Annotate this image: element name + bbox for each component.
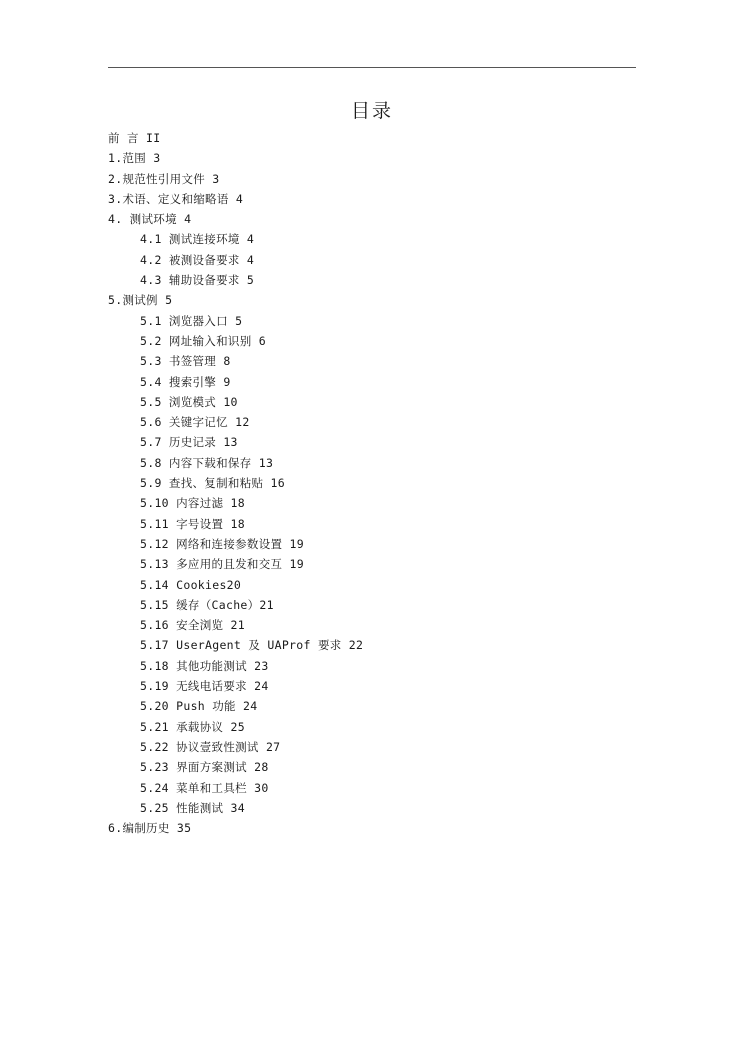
toc-subentry[interactable]	[108, 270, 628, 290]
toc-entry-text: 5.7 历史记录 13	[140, 435, 238, 450]
toc-entry-text: 5.2 网址输入和识别 6	[140, 333, 266, 348]
header-rule	[108, 67, 636, 68]
toc-subentry[interactable]	[108, 656, 628, 676]
toc-subentry[interactable]	[108, 757, 628, 777]
toc-entry-text: 6.编制历史 35	[108, 821, 192, 836]
toc-subentry[interactable]	[108, 534, 628, 554]
toc-subentry[interactable]	[108, 432, 628, 452]
toc-subentry[interactable]	[108, 311, 628, 331]
toc-entry[interactable]	[108, 209, 628, 229]
toc-entry-text: 5.测试例 5	[108, 293, 173, 308]
toc-subentry[interactable]	[108, 473, 628, 493]
toc-entry-text: 5.23 界面方案测试 28	[140, 760, 269, 775]
toc-subentry[interactable]	[108, 615, 628, 635]
toc-entry-text: 5.11 字号设置 18	[140, 516, 245, 531]
toc-entry-text: 5.22 协议壹致性测试 27	[140, 739, 281, 754]
toc-entry-text: 5.20 Push 功能 24	[140, 699, 258, 714]
toc-entry[interactable]	[108, 169, 628, 189]
toc-subentry[interactable]	[108, 514, 628, 534]
toc-entry-text: 前 言 II	[108, 131, 161, 145]
toc-subentry[interactable]	[108, 798, 628, 818]
toc-entry-text: 5.16 安全浏览 21	[140, 618, 245, 633]
toc-entry-text: 5.25 性能测试 34	[140, 800, 245, 815]
toc-subentry[interactable]	[108, 575, 628, 595]
toc-entry-text: 4.2 被测设备要求 4	[140, 252, 255, 267]
toc-subentry[interactable]	[108, 331, 628, 351]
toc-entry-text: 4.3 辅助设备要求 5	[140, 273, 255, 288]
toc-entry[interactable]	[108, 290, 628, 310]
toc-entry-text: 5.13 多应用的且发和交互 19	[140, 557, 304, 572]
toc-entry-text: 5.24 菜单和工具栏 30	[140, 780, 269, 795]
toc-entry-text: 3.术语、定义和缩略语 4	[108, 191, 244, 206]
toc-entry[interactable]	[108, 128, 628, 148]
toc-entry-text: 5.3 书签管理 8	[140, 354, 231, 369]
toc-subentry[interactable]	[108, 372, 628, 392]
toc-subentry[interactable]	[108, 635, 628, 655]
toc-entry-text: 5.8 内容下载和保存 13	[140, 455, 274, 470]
toc-entry-text: 5.17 UserAgent 及 UAProf 要求 22	[140, 638, 364, 653]
toc-subentry[interactable]	[108, 717, 628, 737]
toc-entry-text: 5.6 关键字记忆 12	[140, 415, 250, 430]
toc-subentry[interactable]	[108, 392, 628, 412]
toc-subentry[interactable]	[108, 493, 628, 513]
toc-entry[interactable]	[108, 189, 628, 209]
toc-entry-text: 5.18 其他功能测试 23	[140, 658, 269, 673]
toc-entry-text: 5.1 浏览器入口 5	[140, 313, 243, 328]
toc-subentry[interactable]	[108, 696, 628, 716]
toc-entry-text: 2.规范性引用文件 3	[108, 171, 220, 186]
toc-entry-text: 5.14 Cookies20	[140, 577, 242, 592]
toc-subentry[interactable]	[108, 595, 628, 615]
toc-entry-text: 5.10 内容过滤 18	[140, 496, 245, 511]
toc-entry-text: 5.15 缓存（Cache）21	[140, 597, 274, 612]
toc-entry-text: 1.范围 3	[108, 151, 161, 166]
toc-subentry[interactable]	[108, 554, 628, 574]
toc-subentry[interactable]	[108, 412, 628, 432]
toc-subentry[interactable]	[108, 229, 628, 249]
toc-entry-text: 5.9 查找、复制和粘贴 16	[140, 476, 285, 491]
toc-entry-text: 5.12 网络和连接参数设置 19	[140, 536, 304, 551]
toc-entry[interactable]	[108, 818, 628, 838]
table-of-contents	[108, 128, 628, 838]
toc-entry-text: 4. 测试环境 4	[108, 212, 192, 227]
toc-entry-text: 5.21 承载协议 25	[140, 719, 245, 734]
toc-entry-text: 5.4 搜索引擎 9	[140, 374, 231, 389]
toc-subentry[interactable]	[108, 737, 628, 757]
toc-entry[interactable]	[108, 148, 628, 168]
toc-subentry[interactable]	[108, 778, 628, 798]
toc-subentry[interactable]	[108, 351, 628, 371]
toc-entry-text: 5.5 浏览模式 10	[140, 394, 238, 409]
toc-subentry[interactable]	[108, 676, 628, 696]
toc-title: 目录	[350, 100, 393, 122]
toc-entry-text: 4.1 测试连接环境 4	[140, 232, 255, 247]
toc-subentry[interactable]	[108, 453, 628, 473]
toc-subentry[interactable]	[108, 250, 628, 270]
toc-entry-text: 5.19 无线电话要求 24	[140, 679, 269, 694]
